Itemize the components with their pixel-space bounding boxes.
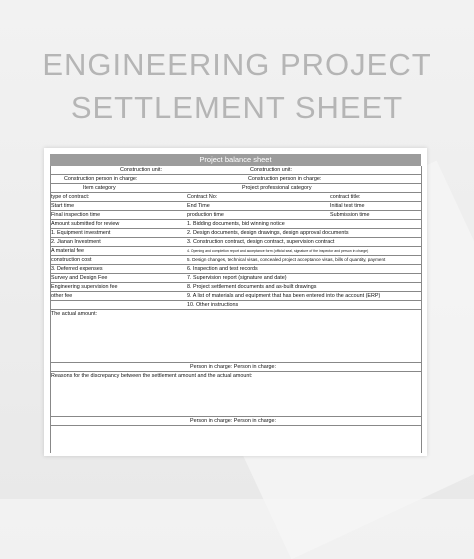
row-times-2 <box>50 211 421 220</box>
label-start-time: Start time <box>51 203 75 209</box>
label-actual-amount: The actual amount: <box>51 311 98 317</box>
label-reasons: Reasons for the discrepancy between the settlement amount and the actual amount: <box>51 373 253 379</box>
label-submission-time: Submission time <box>330 212 370 218</box>
label-end-time: End Time <box>187 203 210 209</box>
sheet-banner: Project balance sheet <box>50 154 421 166</box>
reasons-area <box>50 372 421 417</box>
label-contract-title: contract title: <box>330 194 361 200</box>
label-contract-type: type of contract: <box>51 194 90 200</box>
label-contract-no: Contract No: <box>187 194 218 200</box>
label-person-in-charge-1: Construction person in charge: <box>64 176 138 182</box>
item-left: construction cost <box>51 257 92 263</box>
label-person-in-charge-2: Construction person in charge: <box>248 176 322 182</box>
item-right: 6. Inspection and test records <box>187 266 258 272</box>
row-category <box>50 184 421 193</box>
item-right: 2. Design documents, design drawings, design approval documents <box>187 230 349 236</box>
item-left: 1. Equipment investment <box>51 230 111 236</box>
item-right: 3. Construction contract, design contract, supervision contract <box>187 239 335 245</box>
item-row <box>50 274 421 283</box>
label-construction-unit-2: Construction unit: <box>250 167 292 173</box>
row-person-in-charge <box>50 175 421 184</box>
item-row <box>50 256 421 265</box>
row-times-1 <box>50 202 421 211</box>
item-row <box>50 292 421 301</box>
item-left: A material fee <box>51 248 84 254</box>
item-row <box>50 265 421 274</box>
item-right: 4. Opening and completion report and acceptance form (official seal, signature of the inspector and person in charge) <box>187 249 369 253</box>
label-item-category: Item category <box>83 185 116 191</box>
label-initial-test-time: Initial test time <box>330 203 365 209</box>
item-right: 7. Supervision report (signature and date) <box>187 275 287 281</box>
item-left: other fee <box>51 293 73 299</box>
item-left: 3. Deferred expenses <box>51 266 103 272</box>
item-right: 1. Bidding documents, bid winning notice <box>187 221 285 227</box>
item-row <box>50 247 421 256</box>
item-row <box>50 238 421 247</box>
actual-amount-area <box>50 310 421 363</box>
item-row <box>50 283 421 292</box>
item-row <box>50 301 421 310</box>
item-right: 5. Design changes, technical visas, concealed project acceptance visas, bills of quantity, payment <box>187 257 386 262</box>
page-title-line2: SETTLEMENT SHEET <box>70 90 404 125</box>
row-contract <box>50 193 421 202</box>
label-professional-category: Project professional category <box>242 185 312 191</box>
label-construction-unit-1: Construction unit: <box>120 167 162 173</box>
item-left: Amount submitted for review <box>51 221 120 227</box>
item-right: 9. A list of materials and equipment that has been entered into the account (ERP) <box>187 293 381 299</box>
item-row <box>50 229 421 238</box>
item-left: Engineering supervision fee <box>51 284 118 290</box>
balance-sheet <box>44 148 427 456</box>
row-person-1 <box>50 363 421 372</box>
label-final-inspection-time: Final inspection time <box>51 212 101 218</box>
label-production-time: production time <box>187 212 224 218</box>
row-person-2 <box>50 417 421 426</box>
page-title-line1: ENGINEERING PROJECT <box>42 47 432 82</box>
sheet-grid <box>50 166 421 426</box>
item-left: Survey and Design Fee <box>51 275 108 281</box>
item-row <box>50 220 421 229</box>
item-right: 8. Project settlement documents and as-built drawings <box>187 284 317 290</box>
row-construction-unit <box>50 166 421 175</box>
label-person-in-charge-a: Person in charge: Person in charge: <box>190 364 277 370</box>
item-left: 2. Jianan Investment <box>51 239 101 245</box>
item-right: 10. Other instructions <box>187 302 239 308</box>
label-person-in-charge-b: Person in charge: Person in charge: <box>190 418 277 424</box>
